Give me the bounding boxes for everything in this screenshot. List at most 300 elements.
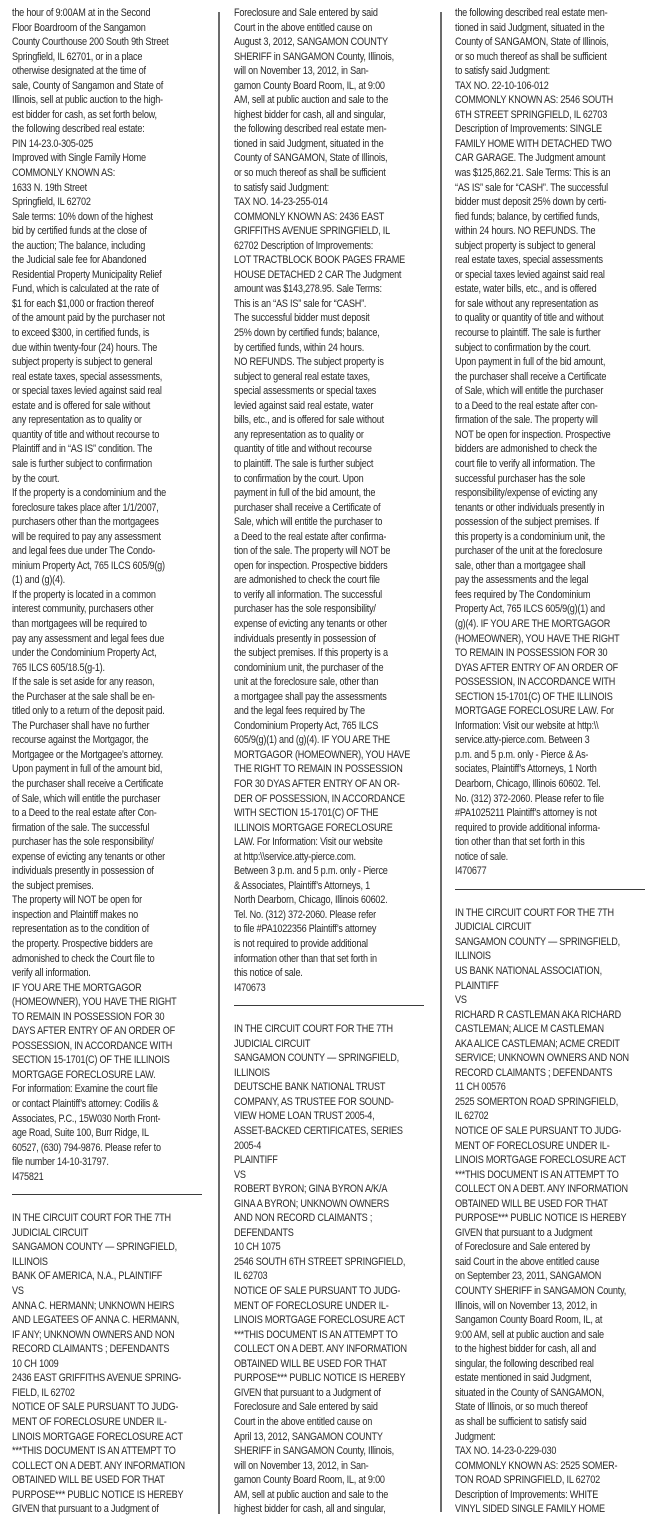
notice-text-line: bidders are admonished to check the [455, 443, 597, 456]
notice-text-line: TO REMAIN IN POSSESSION FOR 30 [12, 1010, 165, 1023]
notice-text-line: sociates, Plaintiff’s Attorneys, 1 North [455, 763, 597, 776]
notice-text-line: individuals presently in possession of [12, 865, 154, 878]
notice-text-line: possession of the subject premises. If [455, 516, 599, 529]
notice-text-line: tioned in said Judgment, situated in the [234, 137, 384, 150]
notice-text-line: COMMONLY KNOWN AS: 2546 SOUTH [455, 94, 613, 107]
notice-text-line: recourse against the Mortgagor, the [12, 734, 149, 747]
notice-text-line: responsibility/expense of evicting any [455, 487, 598, 500]
notice-text-line: tion other than that set forth in this [455, 836, 585, 849]
notice-text-line: SERVICE; UNKNOWN OWNERS AND NON [455, 1052, 629, 1065]
notice-text-line: Judgment: [455, 1430, 496, 1443]
notice-text-line: 605/9(g)(1) and (g)(4). IF YOU ARE THE [234, 734, 391, 747]
notice-text-line: will on November 13, 2012, in San- [234, 65, 369, 78]
notice-text-line: SHERIFF in SANGAMON County, Illinois, [234, 50, 394, 63]
notice-text-line: interest community, purchasers other [12, 603, 154, 616]
column-2 [234, 6, 430, 1517]
notice-separator [234, 1005, 424, 1006]
notice-text-line: unit at the foreclosure sale, other than [234, 676, 379, 689]
notice-text-line: HOUSE DETACHED 2 CAR The Judgment [234, 268, 402, 281]
notice-text-line: to the highest bidder for cash, all and [455, 1343, 597, 1356]
notice-text-line: NOTICE OF SALE PURSUANT TO JUDG- [234, 1285, 401, 1298]
notice-text-line: $1 for each $1,000 or fraction thereof [12, 297, 154, 310]
notice-text-line: of Sale, which will entitle the purchaser [12, 792, 161, 805]
notice-text-line: bid by certified funds at the close of [12, 225, 147, 238]
notice-text-line: (HOMEOWNER), YOU HAVE THE RIGHT [455, 632, 620, 645]
notice-text-line: ***THIS DOCUMENT IS AN ATTEMPT TO [234, 1328, 398, 1341]
legal-notice [12, 6, 210, 1184]
notice-text-line: IN THE CIRCUIT COURT FOR THE 7TH [234, 1023, 393, 1036]
notice-text-line: LINOIS MORTGAGE FORECLOSURE ACT [12, 1430, 183, 1443]
notice-text-line: Springfield, IL 62701, or in a place [12, 50, 143, 63]
notice-text-line: April 13, 2012, SANGAMON COUNTY [234, 1430, 383, 1443]
notice-text-line: at http:\\service.atty-pierce.com. [234, 850, 356, 863]
notice-text-line: PURPOSE*** PUBLIC NOTICE IS HEREBY [234, 1372, 406, 1385]
notice-text-line: condominium unit, the purchaser of the [234, 661, 384, 674]
notice-text-line: No. (312) 372-2060. Please refer to file [455, 792, 604, 805]
notice-text-line: RECORD CLAIMANTS ; DEFENDANTS [455, 1066, 613, 1079]
notice-text-line: Upon payment in full of the bid amount, [455, 356, 606, 369]
notice-text-line: LINOIS MORTGAGE FORECLOSURE ACT [234, 1314, 405, 1327]
notice-text-line: Associates, P.C., 15W030 North Front- [12, 1112, 161, 1125]
notice-text-line: This is an “AS IS” sale for “CASH”. [234, 297, 367, 310]
notice-text-line: of Sale, which will entitle the purchaser [455, 385, 604, 398]
notice-text-line: to exceed $300, in certified funds, is [12, 327, 150, 340]
notice-text-line: will on November 13, 2012, in San- [234, 1459, 369, 1472]
notice-text-line: NOTICE OF SALE PURSUANT TO JUDG- [455, 1125, 622, 1138]
notice-text-line: quantity of title and without recourse [234, 443, 372, 456]
notice-text-line: MORTGAGE FORECLOSURE LAW. [12, 1068, 156, 1081]
notice-text-line: file number 14-10-31797. [12, 1156, 109, 1169]
notice-text-line: any representation as to quality or [12, 414, 142, 427]
notice-text-line: 60527, (630) 794-9876. Please refer to [12, 1141, 161, 1154]
notice-text-line: 9:00 AM, sell at public auction and sale [455, 1328, 604, 1341]
notice-text-line: court file to verify all information. The [455, 457, 595, 470]
notice-text-line: If the sale is set aside for any reason, [12, 676, 155, 689]
notice-text-line: SHERIFF in SANGAMON County, Illinois, [234, 1445, 394, 1458]
notice-text-line: quantity of title and without recourse to [12, 428, 160, 441]
notice-text-line: GIVEN that pursuant to a Judgment of [234, 1386, 381, 1399]
notice-text-line: COUNTY SHERIFF in SANGAMON County, [455, 1285, 627, 1298]
notice-text-line: the following described real estate men- [455, 7, 608, 19]
notice-text-line: and the legal fees required by The [234, 705, 365, 718]
notice-text-line: 2436 EAST GRIFFITHS AVENUE SPRING- [12, 1372, 182, 1385]
notice-text-line: 11 CH 00576 [455, 1081, 506, 1094]
notice-text-line: I475821 [12, 1170, 44, 1183]
notice-text-line: MORTGAGOR (HOMEOWNER), YOU HAVE [234, 748, 411, 761]
notice-text-line: VIEW HOME LOAN TRUST 2005-4, [234, 1110, 375, 1123]
notice-text-line: will be required to pay any assessment [12, 530, 161, 543]
notice-text-line: POSSESSION, IN ACCORDANCE WITH [455, 676, 616, 689]
notice-text-line: 2525 SOMERTON ROAD SPRINGFIELD, [455, 1095, 619, 1108]
legal-notice [455, 6, 655, 879]
notice-text-line: AKA ALICE CASTLEMAN; ACME CREDIT [455, 1037, 620, 1050]
notice-text-line: a Deed to the real estate after confirma- [234, 530, 387, 543]
notice-text-line: 25% down by certified funds; balance, [234, 327, 380, 340]
notice-text-line: subject to confirmation by the court. [455, 341, 591, 354]
notice-text-line: 6TH STREET SPRINGFIELD, IL 62703 [455, 108, 608, 121]
notice-text-line: expense of evicting any tenants or other [12, 850, 165, 863]
notice-text-line: Foreclosure and Sale entered by said [234, 7, 378, 19]
notice-text-line: the following described real estate men- [234, 123, 387, 136]
notice-text-line: the following described real estate: [12, 123, 145, 136]
notice-text-line: County Courthouse 200 South 9th Street [12, 36, 169, 49]
notice-text-line: of the amount paid by the purchaser not [12, 312, 165, 325]
notice-text-line: POSSESSION, IN ACCORDANCE WITH [12, 1039, 173, 1052]
notice-text-line: TAX NO. 14-23-0-229-030 [455, 1445, 557, 1458]
notice-text-line: to satisfy said Judgment: [455, 65, 550, 78]
notice-text-line: SANGAMON COUNTY — SPRINGFIELD, [455, 935, 620, 948]
notice-text-line: inspection and Plaintiff makes no [12, 908, 138, 921]
notice-text-line: or contact Plaintiff’s attorney: Codilis & [12, 1098, 159, 1111]
notice-text-line: County of SANGAMON, State of Illinois, [455, 36, 609, 49]
notice-text-line: recourse to plaintiff. The sale is further [455, 327, 601, 340]
notice-text-line: FAMILY HOME WITH DETACHED TWO [455, 137, 612, 150]
notice-text-line: SECTION 15-1701(C) OF THE ILLINOIS [12, 1054, 170, 1067]
notice-text-line: bills, etc., and is offered for sale without [234, 414, 384, 427]
notice-text-line: IL 62703 [234, 1270, 268, 1283]
notice-text-line: or so much thereof as shall be sufficient [234, 167, 386, 180]
notice-text-line: pay any assessment and legal fees due [12, 632, 165, 645]
notice-text-line: or so much thereof as shall be sufficient [455, 50, 607, 63]
column-divider [218, 12, 220, 1514]
notice-text-line: Upon payment in full of the amount bid, [12, 763, 163, 776]
notice-separator [455, 889, 645, 890]
notice-text-line: PURPOSE*** PUBLIC NOTICE IS HEREBY [12, 1488, 184, 1501]
notice-text-line: ***THIS DOCUMENT IS AN ATTEMPT TO [455, 1168, 619, 1181]
notice-text-line: GINA A BYRON; UNKNOWN OWNERS [234, 1197, 389, 1210]
notice-text-line: DEFENDANTS [234, 1226, 294, 1239]
notice-text-line: under the Condominium Property Act, [12, 647, 157, 660]
notice-text-line: by the court. [12, 472, 60, 485]
notice-text-line: fied funds; balance, by certified funds, [455, 210, 600, 223]
notice-text-line: Mortgagee or the Mortgagee’s attorney. [12, 748, 164, 761]
notice-text-line: Residential Property Municipality Relief [12, 268, 162, 281]
notice-text-line: Fund, which is calculated at the rate of [12, 283, 159, 296]
notice-text-line: gamon County Board Room, IL, at 9:00 [234, 1474, 385, 1487]
notice-text-line: Sangamon County Board Room, IL, at [455, 1314, 603, 1327]
notice-text-line: AM, sell at public auction and sale to the [234, 1488, 389, 1501]
notice-text-line: the purchaser shall receive a Certificate [12, 777, 164, 790]
notice-text-line: COMMONLY KNOWN AS: [12, 167, 116, 180]
notice-text-line: SANGAMON COUNTY — SPRINGFIELD, [234, 1052, 399, 1065]
notice-text-line: COLLECT ON A DEBT. ANY INFORMATION [12, 1459, 185, 1472]
notice-text-line: Illinois, sell at public auction to the high- [12, 94, 163, 107]
notice-text-line: Dearborn, Chicago, Illinois 60602. Tel. [455, 777, 601, 790]
notice-text-line: WITH SECTION 15-1701(C) OF THE [234, 807, 379, 820]
column-3 [455, 6, 655, 1517]
notice-text-line: firmation of the sale. The property will [455, 414, 598, 427]
notice-text-line: ILLINOIS [455, 950, 491, 963]
notice-text-line: LINOIS MORTGAGE FORECLOSURE ACT [455, 1154, 626, 1167]
notice-text-line: highest bidder for cash, all and singular, [234, 108, 386, 121]
legal-notice [12, 1211, 210, 1516]
notice-text-line: Illinois, will on November 13, 2012, in [455, 1299, 598, 1312]
notice-text-line: information other than that set forth in [234, 952, 377, 965]
notice-text-line: expense of evicting any tenants or other [234, 617, 387, 630]
notice-text-line: The successful bidder must deposit [234, 312, 370, 325]
notice-text-line: representation as to the condition of [12, 923, 149, 936]
notice-text-line: otherwise designated at the time of [12, 65, 146, 78]
notice-text-line: IN THE CIRCUIT COURT FOR THE 7TH [12, 1212, 171, 1225]
legal-notice [234, 6, 430, 995]
notice-text-line: by certified funds, within 24 hours. [234, 341, 365, 354]
notice-text-line: situated in the County of SANGAMON, [455, 1386, 604, 1399]
notice-text-line: than mortgagees will be required to [12, 617, 147, 630]
notice-text-line: a mortgagee shall pay the assessments [234, 690, 387, 703]
notice-text-line: to quality or quantity of title and without [455, 312, 604, 325]
notice-text-line: VS [234, 1168, 246, 1181]
notice-text-line: DER OF POSSESSION, IN ACCORDANCE [234, 792, 405, 805]
notice-text-line: was $125,862.21. Sale Terms: This is an [455, 167, 611, 180]
notice-text-line: 10 CH 1075 [234, 1241, 281, 1254]
notice-text-line: singular, the following described real [455, 1357, 594, 1370]
notice-text-line: TAX NO. 14-23-255-014 [234, 196, 328, 209]
notice-text-line: the Purchaser at the sale shall be en- [12, 690, 155, 703]
notice-text-line: required to provide additional informa- [455, 821, 601, 834]
notice-text-line: ROBERT BYRON; GINA BYRON A/K/A [234, 1183, 388, 1196]
notice-text-line: AND NON RECORD CLAIMANTS ; [234, 1212, 373, 1225]
notice-text-line: estate mentioned in said Judgment, [455, 1372, 592, 1385]
notice-text-line: sale is further subject to confirmation [12, 457, 152, 470]
notice-text-line: notice of sale. [455, 850, 508, 863]
notice-text-line: Information: Visit our website at http:\\ [455, 719, 599, 732]
notice-text-line: COMMONLY KNOWN AS: 2525 SOMER- [455, 1459, 618, 1472]
notice-text-line: LOT TRACTBLOCK BOOK PAGES FRAME [234, 254, 406, 267]
notice-text-line: 1633 N. 19th Street [12, 181, 87, 194]
notice-text-line: Foreclosure and Sale entered by said [234, 1401, 378, 1414]
notice-text-line: 2005-4 [234, 1139, 262, 1152]
notice-text-line: as shall be sufficient to satisfy said [455, 1415, 587, 1428]
notice-text-line: State of Illinois, or so much thereof [455, 1401, 588, 1414]
notice-text-line: COMPANY, AS TRUSTEE FOR SOUND- [234, 1095, 394, 1108]
notice-text-line: service.atty-pierce.com. Between 3 [455, 734, 590, 747]
notice-text-line: to file #PA1022356 Plaintiff’s attorney [234, 923, 377, 936]
notice-text-line: the auction; The balance, including [12, 239, 146, 252]
notice-text-line: Description of Improvements: WHITE [455, 1488, 599, 1501]
notice-text-line: est bidder for cash, as set forth below, [12, 108, 157, 121]
notice-text-line: US BANK NATIONAL ASSOCIATION, [455, 965, 602, 977]
notice-text-line: (1) and (g)(4). [12, 574, 65, 587]
notice-text-line: 2546 SOUTH 6TH STREET SPRINGFIELD, [234, 1255, 406, 1268]
notice-text-line: NOTICE OF SALE PURSUANT TO JUDG- [12, 1401, 179, 1414]
notice-text-line: Sale terms: 10% down of the highest [12, 210, 153, 223]
notice-text-line: Court in the above entitled cause on [234, 21, 373, 34]
notice-text-line: “AS IS” sale for “CASH”. The successful [455, 181, 608, 194]
notice-text-line: I470677 [455, 865, 487, 878]
notice-text-line: MENT OF FORECLOSURE UNDER IL- [234, 1299, 389, 1312]
notice-text-line: OBTAINED WILL BE USED FOR THAT [234, 1357, 387, 1370]
notice-text-line: ASSET-BACKED CERTIFICATES, SERIES [234, 1125, 403, 1138]
notice-text-line: admonished to check the Court file to [12, 952, 155, 965]
notice-text-line: DYAS AFTER ENTRY OF AN ORDER OF [455, 661, 618, 674]
notice-text-line: real estate taxes, special assessments [455, 254, 603, 267]
notice-text-line: purchaser shall receive a Certificate of [234, 501, 381, 514]
notice-text-line: Tel. No. (312) 372-2060. Please refer [234, 908, 376, 921]
notice-text-line: or special taxes levied against said real [12, 385, 162, 398]
notice-text-line: sale, other than a mortgagee shall [455, 559, 586, 572]
notice-text-line: ***THIS DOCUMENT IS AN ATTEMPT TO [12, 1445, 176, 1458]
notice-text-line: #PA1025211 Plaintiff’s attorney is not [455, 807, 597, 820]
notice-text-line: RECORD CLAIMANTS ; DEFENDANTS [12, 1343, 170, 1356]
notice-text-line: DEUTSCHE BANK NATIONAL TRUST [234, 1081, 386, 1094]
notice-text-line: GIVEN that pursuant to a Judgment of [12, 1503, 159, 1516]
notice-text-line: If the property is a condominium and the [12, 487, 166, 500]
notice-text-line: due within twenty-four (24) hours. The [12, 341, 158, 354]
notice-text-line: purchaser has the sole responsibility/ [234, 603, 376, 616]
notice-text-line: The Purchaser shall have no further [12, 719, 150, 732]
notice-text-line: amount was $143,278.95. Sale Terms: [234, 283, 382, 296]
notice-text-line: JUDICIAL CIRCUIT [12, 1226, 89, 1239]
notice-text-line: MORTGAGE FORECLOSURE LAW. For [455, 705, 614, 718]
notice-text-line: THE RIGHT TO REMAIN IN POSSESSION [234, 763, 403, 776]
notice-text-line: to satisfy said Judgment: [234, 181, 329, 194]
legal-notice [455, 906, 655, 1517]
notice-text-line: & Associates, Plaintiff’s Attorneys, 1 [234, 879, 370, 892]
notice-text-line: FOR 30 DYAS AFTER ENTRY OF AN OR- [234, 777, 400, 790]
notice-text-line: COLLECT ON A DEBT. ANY INFORMATION [455, 1183, 628, 1196]
notice-text-line: NOT be open for inspection. Prospective [455, 428, 611, 441]
notice-text-line: the subject premises. [12, 879, 94, 892]
notice-text-line: age Road, Suite 100, Burr Ridge, IL [12, 1127, 149, 1140]
notice-text-line: FIELD, IL 62702 [12, 1386, 75, 1399]
notice-text-line: within 24 hours. NO REFUNDS. The [455, 225, 596, 238]
notice-text-line: tion of the sale. The property will NOT be [234, 545, 391, 558]
notice-text-line: ILLINOIS [234, 1066, 270, 1079]
notice-text-line: PURPOSE*** PUBLIC NOTICE IS HEREBY [455, 1212, 627, 1225]
notice-text-line: purchasers other than the mortgagees [12, 516, 159, 529]
notice-text-line: The property will NOT be open for [12, 894, 142, 907]
notice-text-line: to a Deed to the real estate after con- [455, 399, 598, 412]
notice-text-line: p.m. and 5 p.m. only - Pierce & As- [455, 748, 589, 761]
notice-text-line: Springfield, IL 62702 [12, 196, 91, 209]
notice-text-line: Improved with Single Family Home [12, 152, 146, 165]
notice-text-line: COLLECT ON A DEBT. ANY INFORMATION [234, 1343, 407, 1356]
notice-text-line: GRIFFITHS AVENUE SPRINGFIELD, IL [234, 225, 390, 238]
notice-text-line: to confirmation by the court. Upon [234, 472, 364, 485]
notice-text-line: 62702 Description of Improvements: [234, 239, 374, 252]
notice-text-line: DAYS AFTER ENTRY OF AN ORDER OF [12, 1025, 175, 1038]
notice-text-line: Court in the above entitled cause on [234, 1415, 373, 1428]
notice-text-line: VS [12, 1285, 24, 1298]
notice-text-line: For information: Examine the court file [12, 1083, 158, 1096]
notice-text-line: the property. Prospective bidders are [12, 938, 153, 950]
notice-text-line: IF ANY; UNKNOWN OWNERS AND NON [12, 1328, 175, 1341]
notice-text-line: RICHARD R CASTLEMAN AKA RICHARD [455, 1008, 621, 1021]
notice-text-line: or special taxes levied against said real [455, 268, 605, 281]
notice-text-line: TON ROAD SPRINGFIELD, IL 62702 [455, 1474, 600, 1487]
notice-text-line: the hour of 9:00AM at in the Second [12, 7, 151, 19]
notice-text-line: ILLINOIS [12, 1255, 48, 1268]
notice-text-line: subject to general real estate taxes, [234, 370, 370, 383]
notice-text-line: OBTAINED WILL BE USED FOR THAT [12, 1474, 165, 1487]
notice-text-line: MENT OF FORECLOSURE UNDER IL- [12, 1415, 167, 1428]
notice-text-line: highest bidder for cash, all and singular, [234, 1503, 386, 1516]
notice-text-line: special assessments or special taxes [234, 385, 377, 398]
notice-text-line: CASTLEMAN; ALICE M CASTLEMAN [455, 1023, 604, 1036]
notice-text-line: Plaintiff and in “AS IS” condition. The [12, 443, 153, 456]
notice-text-line: JUDICIAL CIRCUIT [455, 921, 532, 934]
notice-text-line: foreclosure takes place after 1/1/2007, [12, 501, 159, 514]
notice-text-line: 10 CH 1009 [12, 1357, 59, 1370]
notice-text-line: subject property is subject to general [12, 356, 153, 369]
column-1 [12, 6, 210, 1517]
notice-text-line: Property Act, 765 ILCS 605/9(g)(1) and [455, 603, 605, 616]
notice-text-line: bidder must deposit 25% down by certi- [455, 196, 607, 209]
notice-text-line: AND LEGATEES OF ANNA C. HERMANN, [12, 1314, 180, 1327]
notice-text-line: gamon County Board Room, IL, at 9:00 [234, 79, 385, 92]
notice-text-line: subject property is subject to general [455, 239, 596, 252]
notice-text-line: estate, water bills, etc., and is offered [455, 283, 597, 296]
notice-text-line: BANK OF AMERICA, N.A., PLAINTIFF [12, 1270, 163, 1283]
notice-text-line: ANNA C. HERMANN; UNKNOWN HEIRS [12, 1299, 175, 1312]
notice-text-line: any representation as to quality or [234, 428, 364, 441]
notice-text-line: sale, County of Sangamon and State of [12, 79, 164, 92]
notice-text-line: MENT OF FORECLOSURE UNDER IL- [455, 1139, 610, 1152]
notice-text-line: JUDICIAL CIRCUIT [234, 1037, 311, 1050]
notice-text-line: AM, sell at public auction and sale to the [234, 94, 389, 107]
notice-text-line: levied against said real estate, water [234, 399, 374, 412]
notice-text-line: PLAINTIFF [234, 1154, 278, 1167]
notice-text-line: said Court in the above entitled cause [455, 1255, 600, 1268]
notice-text-line: to plaintiff. The sale is further subject [234, 457, 374, 470]
notice-text-line: ILLINOIS MORTGAGE FORECLOSURE [234, 821, 393, 834]
notice-text-line: LAW. For Information: Visit our website [234, 836, 383, 849]
notice-text-line: SECTION 15-1701(C) OF THE ILLINOIS [455, 690, 613, 703]
notice-text-line: PLAINTIFF [455, 979, 499, 992]
notice-text-line: (g)(4). IF YOU ARE THE MORTGAGOR [455, 617, 611, 630]
notice-text-line: the purchaser shall receive a Certificate [455, 370, 607, 383]
legal-notice [234, 1022, 430, 1517]
notice-text-line: of Foreclosure and Sale entered by [455, 1241, 591, 1254]
notice-text-line: minium Property Act, 765 ILCS 605/9(g) [12, 559, 165, 572]
notice-text-line: Condominium Property Act, 765 ILCS [234, 719, 379, 732]
notice-text-line: real estate taxes, special assessments, [12, 370, 163, 383]
notice-text-line: August 3, 2012, SANGAMON COUNTY [234, 36, 388, 49]
notice-text-line: open for inspection. Prospective bidders [234, 559, 388, 572]
notice-text-line: on September 23, 2011, SANGAMON [455, 1270, 602, 1283]
notice-text-line: TO REMAIN IN POSSESSION FOR 30 [455, 647, 608, 660]
notice-text-line: TAX NO. 22-10-106-012 [455, 79, 549, 92]
notice-text-line: 765 ILCS 605/18.5(g-1). [12, 661, 105, 674]
notice-text-line: NO REFUNDS. The subject property is [234, 356, 384, 369]
notice-text-line: fees required by The Condominium [455, 588, 591, 601]
notice-text-line: the Judicial sale fee for Abandoned [12, 254, 147, 267]
notice-text-line: OBTAINED WILL BE USED FOR THAT [455, 1197, 608, 1210]
notice-text-line: Description of Improvements: SINGLE [455, 123, 602, 136]
notice-text-line: is not required to provide additional [234, 938, 368, 950]
notice-text-line: individuals presently in possession of [234, 632, 376, 645]
notice-text-line: North Dearborn, Chicago, Illinois 60602. [234, 894, 388, 907]
notice-text-line: the subject premises. If this property is a [234, 647, 388, 660]
notice-text-line: to verify all information. The successful [234, 588, 383, 601]
notice-separator [12, 1194, 202, 1195]
notice-text-line: and legal fees due under The Condo- [12, 545, 156, 558]
notice-text-line: GIVEN that pursuant to a Judgment [455, 1226, 593, 1239]
notice-text-line: I470673 [234, 981, 266, 994]
notice-text-line: County of SANGAMON, State of Illinois, [234, 152, 388, 165]
notice-text-line: IL 62702 [455, 1110, 489, 1123]
notice-text-line: verify all information. [12, 967, 91, 980]
notice-text-line: payment in full of the bid amount, the [234, 487, 376, 500]
notice-text-line: pay the assessments and the legal [455, 574, 589, 587]
column-divider [440, 12, 442, 1512]
notice-text-line: this property is a condominium unit, the [455, 530, 605, 543]
notice-text-line: VS [455, 994, 467, 1007]
notice-text-line: VINYL SIDED SINGLE FAMILY HOME [455, 1503, 605, 1516]
notice-text-line: COMMONLY KNOWN AS: 2436 EAST [234, 210, 385, 223]
notice-text-line: tenants or other individuals presently in [455, 501, 605, 514]
notice-text-line: titled only to a return of the deposit paid. [12, 705, 165, 718]
